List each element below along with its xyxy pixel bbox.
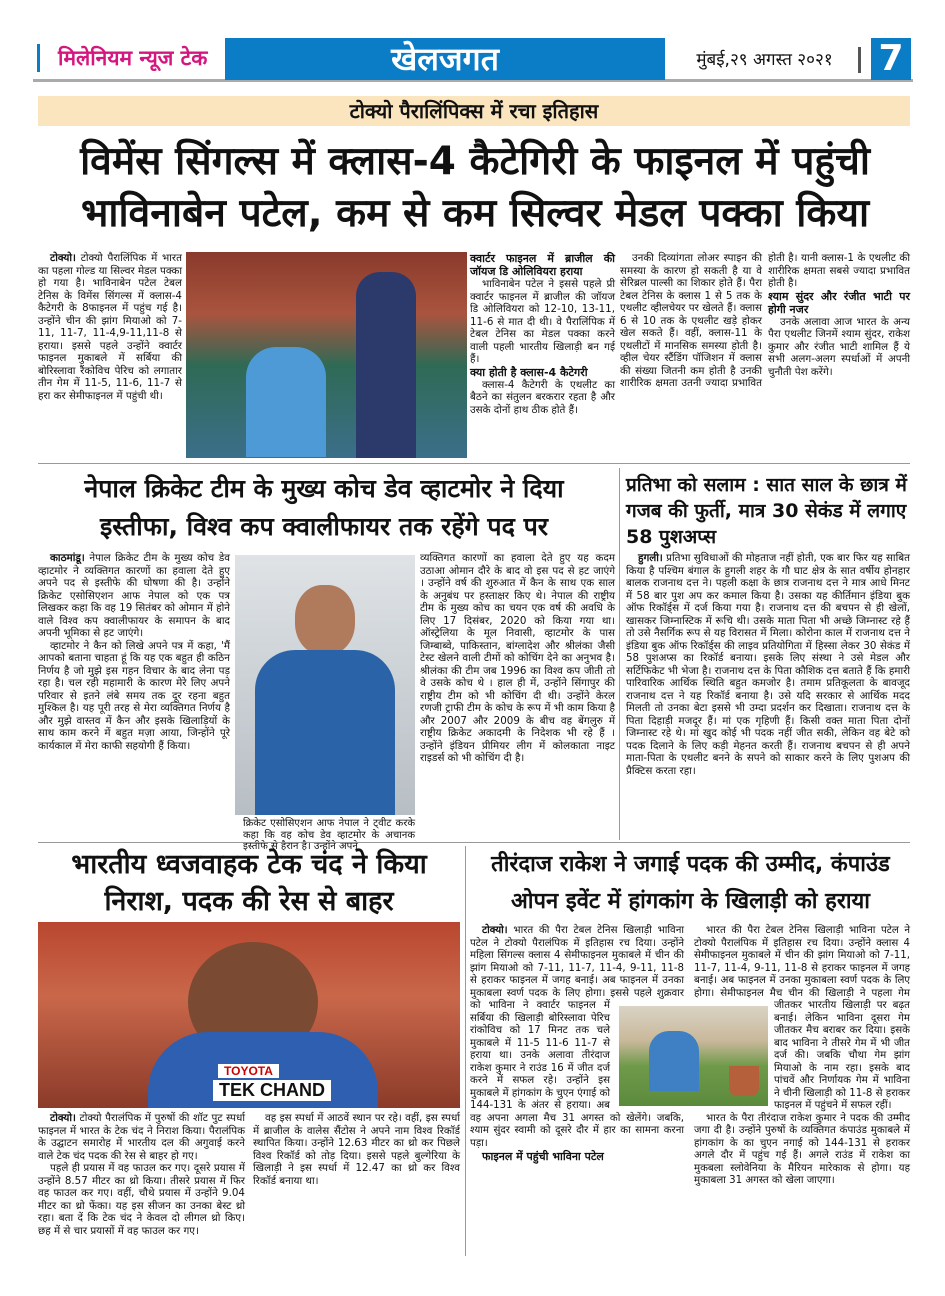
archery-photo-rakesh-kumar — [617, 1004, 770, 1108]
dateline: टोक्यो। — [482, 925, 508, 936]
lead-headline-line1: विमेंस सिंगल्स में क्लास-4 कैटेगिरी के फाइनल में पहुंची — [80, 139, 870, 184]
tekchand-para: वह इस स्पर्धा में आठवें स्थान पर रहे। वहीं, इस स्पर्धा में ब्राजील के वालेस सैंटोस ने अपने नाम विश्व रिकॉर्ड स्थापित किया। उन्होंने 12.63 मीटर का थ्रो कर पिछले विश्व रिकॉर्ड को तोड़ दिया। इससे पहले बुल्गेरिया के खिलाड़ी ने इस स्पर्धा में 12.47 का थ्रो कर विश्व रिकॉर्ड बनाया था। — [253, 1112, 460, 1187]
lead-photo-bhavina-patel — [186, 252, 467, 458]
subheading: क्या होती है क्लास-4 कैटेगरी — [470, 365, 588, 379]
strip-title: टोक्यो पैरालिंपिक्स में रचा इतिहास — [349, 99, 599, 123]
archery-para: भारत की पैरा टेबल टेनिस खिलाड़ी भाविना पटेल ने टोक्यो पैरालंपिक में इतिहास रच दिया। उन्होंने क्लास 4 सेमीफाइनल मुकाबले में चीन की झांग मियाओ को 7-11, 11-7, 11-4, 9-11, 11-8 से हराकर फाइनल में जगह बनाई। अब फाइनल में उनका मुकाबला स्वर्ण पदक के लिए होगा। सेमीफाइनल मैच चीन की खिलाड़ी ने पहला गेम जीतकर भारतीय खिलाड़ी पर बढ़त बनाई। लेकिन भाविना दूसरा गेम जीतकर मैच बराबर कर दिया। इसके बाद भाविना ने तीसरे गेम में भी जीत दर्ज की। जबकि चौथा गेम झांग मियाओ के नाम रहा। इसके बाद पांचवें और निर्णायक गेम में भाविना ने चीनी खिलाड़ी को 11-8 से हराकर फाइनल में पहुंचने में सफल रहीं। — [694, 925, 910, 1111]
tekchand-para: पहले ही प्रयास में वह फाउल कर गए। दूसरे प्रयास में उन्होंने 8.57 मीटर का थ्रो किया। तीसरे प्रयास में फिर वह फाउल कर गए। वहीं, चौथे प्रयास में उन्होंने 9.04 मीटर का थ्रो फेंका। यह इस सीजन का उनका बेस्ट थ्रो रहा। बता दें कि टेक चंद ने केवल दो लीगल थ्रो किए। छह में से चार प्रयासों में वह फाउल कर गए। — [38, 1162, 245, 1237]
archery-headline-line1: तीरंदाज राकेश ने जगाई पदक की उम्मीद, कंपाउंड — [491, 852, 890, 877]
lead-headline-line2: भाविनाबेन पटेल, कम से कम सिल्वर मेडल पक्का किया — [80, 191, 870, 236]
tekchand-col1 — [38, 1112, 245, 1237]
nepal-para: नेपाल क्रिकेट टीम के मुख्य कोच डेव व्हाटमोर ने व्यक्तिगत कारणों का हवाला देते हुए अपने पद से इस्तीफे की घोषणा की है। उन्होंने क्रिकेट एसोसिएशन आफ नेपाल को एक पत्र लिखकर कहा कि वह 19 सितंबर को ओमान में होने वाले विश्व कप क्वालीफायर के समापन के बाद अपनी भूमिका से हट जाएंगे। — [38, 552, 230, 639]
lead-col2 — [470, 252, 615, 416]
coach-shirt — [255, 650, 395, 815]
lead-para: क्लास-4 कैटेगरी के एथलीट का बैठने का संतुलन बरकरार रहता है और उसके दोनों हाथ ठीक होते हैं। — [470, 378, 615, 416]
archery-headline-line2: ओपन इवेंट में हांगकांग के खिलाड़ी को हराया — [511, 889, 870, 914]
nepal-photo-caption: क्रिकेट एसोसिएशन आफ नेपाल ने ट्वीट करके कहा कि वह कोच डेव व्हाटमोर के अचानक इस्तीफे से हैरान है। उन्होंने अपने — [243, 818, 415, 852]
issue-date: मुंबई,२९ अगस्त २०२१ — [671, 47, 861, 73]
lead-para: भाविनाबेन पटेल ने इससे पहले प्री क्वार्टर फाइनल में ब्राजील की जॉयज डि ओलिवियरा को 12-10, 13-11, 11-6 से मात दी थी। वे पैरालिंपिक में टेबल टेनिस का मेडल पक्का करने वाली पहली भारतीय खिलाड़ी बन गई हैं। — [470, 278, 615, 365]
dateline: टोक्यो। — [50, 1112, 76, 1124]
archer-figure — [649, 1031, 699, 1091]
nepal-col2 — [420, 552, 615, 765]
archery-para: भारत की पैरा टेबल टेनिस खिलाड़ी भाविना पटेल ने टोक्यो पैरालंपिक में इतिहास रच दिया। उन्होंने महिला सिंगल्स क्लास 4 सेमीफाइनल मुकाबले में चीन की झांग मियाओ को 7-11, 11-7, 11-4, 9-11, 11-8 से हराकर फाइनल में जगह बनाई। अब फाइनल में उनका मुकाबला स्वर्ण पदक के लिए होगा। इससे पहले शुक्रवार को भाविना ने क्वार्टर फाइनल में सर्बिया की खिलाड़ी बोरिस्लावा पेरिच रांकोविच को 17 मिनट तक चले मुकाबले में 11-5 11-6 11-7 से हराया था। उनके अलावा तीरंदाज राकेश कुमार ने राउंड 16 में जीत दर्ज करने में सफल रहे। उन्होंने इस मुकाबले में हांगकांग के चुएन एंगाई को 144-131 के अंतर से हराया। अब वह अपना अगला मैच 31 अगस्त को खेलेंगे। जबकि, श्याम सुंदर स्वामी को दूसरे दौर में हार का सामना करना पड़ा। — [470, 925, 684, 1149]
flower-pot — [729, 1066, 759, 1096]
subheading: क्वार्टर फाइनल में ब्राजील की जॉयज डि ओलिवियरा हराया — [470, 252, 615, 278]
athlete-figure — [246, 347, 326, 457]
subheading: श्याम सुंदर और रंजीत भाटी पर होगी नजर — [768, 289, 910, 316]
divider — [38, 463, 910, 464]
bib-name: TEK CHAND — [213, 1080, 331, 1101]
tekchand-headline-line1: भारतीय ध्वजवाहक टेक चंद ने किया — [71, 849, 427, 880]
nepal-photo-dav-whatmore — [235, 555, 415, 815]
coach-figure — [356, 272, 416, 458]
lead-para: टोक्यो पैरालिंपिक में भारत का पहला गोल्ड या सिल्वर मेडल पक्का हो गया है। भाविनाबेन पटेल टेबल टेनिस के विमेंस सिंगल्स में क्लास-4 कैटेगरी के 8फाइनल में पहुंच गई है। उन्होंने चीन की झांग मियाओ को 7-11, 11-7, 11-4,9-11,11-8 से हराया। इससे पहले उन्होंने क्वार्टर फाइनल मुकाबले में सर्बिया की बोरिस्लावा रैंकोविच पेरिच को लगातार तीन गेम में 11-5, 11-6, 11-7 से हरा कर सेमीफाइनल में पहुंची थी। — [38, 252, 182, 402]
section-strip — [38, 96, 910, 126]
brand-logo: मिलेनियम न्यूज टेक — [37, 44, 222, 72]
divider — [38, 842, 910, 843]
nepal-para: व्हाटमोर ने कैन को लिखे अपने पत्र में कहा, 'मैं आपको बताना चाहता हूं कि यह एक बहुत ही कठिन निर्णय है जो मुझे इस गहन विचार के बाद लेना पड़ रहा है। चल रही महामारी के कारण मेरे लिए अपने परिवार से इतने लंबे समय तक दूर रहना बहुत मुश्किल है। यह पूरी तरह से मेरा व्यक्तिगत निर्णय है और मुझे वास्तव में कैन और इसके खिलाड़ियों के साथ काम करने में बहुत मज़ा आया, जिन्होंने पूरे कार्यकाल में मेरा काफी सहयोगी हैं किया। — [38, 639, 230, 752]
lead-para: उनकी दिव्यांगता लोअर स्पाइन की समस्या के कारण हो सकती है या वे सेरिब्रल पाल्सी का शिकार होते हैं। पैरा टेबल टेनिस के क्लास 1 से 5 तक के एथलीट व्हीलचेयर पर खेलते हैं। क्लास 6 से 10 तक के एथलीट खड़े होकर खेल सकते हैं। वहीं, क्लास-11 के एथलीटों में मानसिक समस्या होती है। व्हील चेयर स्टैंडिंग पॉजिशन में क्लास की संख्या जितनी कम होती है उनकी शारीरिक क्षमता उतनी ज्यादा प्रभावित होती है। यानी क्लास-1 के एथलीट की शारीरिक क्षमता सबसे ज्यादा प्रभावित होती है। — [620, 252, 910, 389]
vertical-divider — [619, 468, 620, 840]
lead-headline — [30, 136, 920, 240]
pushups-headline: प्रतिभा को सलाम : सात साल के छात्र में गजब की फुर्ती, मात्र 30 सेकंड में लगाए 58 पुशअप्स — [626, 474, 907, 548]
lead-para: उनके अलावा आज भारत के अन्य पैरा एथलीट जिनमें श्याम सुंदर, राकेश कुमार और रंजीत भाटी शामिल हैं ये सभी अलग-अलग स्पर्धाओं में अपनी चुनौती पेश करेंगे। — [768, 315, 910, 378]
nepal-para: व्यक्तिगत कारणों का हवाला देते हुए यह कदम उठाआ ओमान दौरे के बाद वो इस पद से हट जाएंगे । उन्होंने वर्ष की शुरुआत में कैन के साथ एक साल के अनुबंध पर हस्ताक्षर किए थे। नेपाल की राष्ट्रीय टीम के मुख्य कोच का चयन एक वर्ष की अवधि के लिए 17 दिसंबर, 2020 को किया गया था। ऑस्ट्रेलिया के मूल निवासी, व्हाटमोर के पास जिम्बाब्वे, पाकिस्तान, बांग्लादेश और श्रीलंका जैसी टेस्ट खेलने वाली टीमों को कोचिंग देने का अनुभव है। श्रीलंका की टीम जब 1996 का विश्व कप जीती तो वे उसके कोच थे । हाल ही में, उन्होंने सिंगापुर की राष्ट्रीय टीम को भी कोचिंग दी थी। उन्होंने केरल रणजी ट्राफी टीम के कोच के रूप में भी काम किया है और 2007 और 2009 के बीच वह बेंगलुरु में राष्ट्रीय क्रिकेट अकादमी के निदेशक भी रहे हैं । उन्होंने इंडियन प्रीमियर लीग में कोलकाता नाइट राइडर्स को भी कोचिंग दी है। — [420, 552, 615, 764]
subheading: फाइनल में पहुंची भाविना पटेल — [482, 1150, 604, 1163]
dateline: टोक्यो। — [50, 252, 76, 264]
archery-para: भारत के पैरा तीरंदाज राकेश कुमार ने पदक की उम्मीद जगा दी है। उन्होंने पुरुषों के व्यक्तिगत कंपाउंड मुकाबले में हांगकांग के का चुएन नगाई को 144-131 से हराकर अगले दौर में पहुंच गई हैं। अगले राउंड में राकेश का मुकबला स्लोवेनिया के मैरियन मारेकाक से होगा। यह मुकाबला 31 अगस्त को खेला जाएगा। — [694, 1112, 910, 1186]
pushups-body — [626, 552, 910, 777]
archery-headline — [468, 846, 913, 920]
nepal-col1 — [38, 552, 230, 752]
tekchand-col2 — [253, 1112, 460, 1187]
vertical-divider — [465, 846, 466, 1256]
lead-col3-4 — [620, 252, 910, 390]
nepal-headline — [34, 470, 614, 546]
nepal-headline-line1: नेपाल क्रिकेट टीम के मुख्य कोच डेव व्हाटमोर ने दिया — [84, 474, 564, 503]
dateline: हुगली। — [638, 552, 663, 564]
page-number: 7 — [871, 38, 911, 80]
tekchand-headline-line2: निराश, पदक की रेस से बाहर — [104, 886, 394, 917]
lead-col1 — [38, 252, 182, 402]
tekchand-para: टोक्यो पैरालंपिक में पुरुषों की शॉट पुट स्पर्धा फाइनल में भारत के टेक चंद ने निराश किया। पैरालंपिक के उद्घाटन समारोह में भारतीय दल की अगुवाई करने वाले टेक चंद पदक की रेस से बाहर हो गए। — [38, 1112, 245, 1162]
coach-head — [295, 585, 355, 655]
nepal-headline-line2: इस्तीफा, विश्व कप क्वालीफायर तक रहेंगे पद पर — [99, 512, 549, 541]
bib-sponsor: TOYOTA — [218, 1064, 279, 1078]
tekchand-headline — [34, 846, 464, 920]
section-title: खेलजगत — [225, 38, 665, 80]
dateline: काठमांडू। — [50, 552, 85, 564]
masthead — [33, 38, 913, 82]
tekchand-photo — [38, 922, 460, 1108]
pushups-para: प्रतिभा सुविधाओं की मोहताज नहीं होती, एक बार फिर यह साबित किया है पश्चिम बंगाल के हुगली शहर के गौ घाट क्षेत्र के सात वर्षीय होनहार बालक राजनाथ दत्त ने। पहली कक्षा के छात्र राजनाथ दत्त ने मात्र आधे मिनट में 58 बार पुश अप कर कमाल किया है। उसका यह कीर्तिमान इंडिया बुक ऑफ रिकॉर्ड्स में दर्ज किया गया है। राजनाथ दत्त की बचपन से ही खेलों, खासकर जिम्नास्टिक में रूचि थी। उसके माता पिता भी अच्छे जिम्नास्ट रहे हैं तो उसे नैसर्गिक रूप से यह विरासत में मिला। कोरोना काल में राजनाथ दत्त ने इंडिया बुक ऑफ रिकॉर्ड्स की लाइव प्रतियोगिता में हिस्सा लेकर 30 सेकंड में 58 पुशअप्स का रिकॉर्ड बनाया। इसके लिए संस्था ने उसे मेडल और सर्टिफिकेट भी भेजा है। राजनाथ दत्त के पिता कौशिक दत्त बताते हैं कि हमारी पारिवारिक आर्थिक स्थिति बहुत कमजोर है। तमाम प्रतिकूलता के बावजूद राजनाथ दत्त ने यह रिकॉर्ड बनाया है। उसे यदि सरकार से आर्थिक मदद मिलती तो उनका बेटा इससे भी उम्दा प्रदर्शन कर दिखाता। राजनाथ दत्त के पिता दिहाड़ी मजदूर हैं। मां एक गृहिणी हैं। किसी वक्त माता पिता दोनों जिम्नास्ट रहे थे। मां खुद कोई भी पदक नहीं जीत सकी, लेकिन वह बेटे को पदक दिलाने के लिए कड़ी मेहनत करती हैं। राजनाथ बचपन से ही अपने माता-पिता के एथलीट बनने के सपने को साकार करने के लिए पुशअप की प्रैक्टिस करता रहा। — [626, 552, 911, 777]
